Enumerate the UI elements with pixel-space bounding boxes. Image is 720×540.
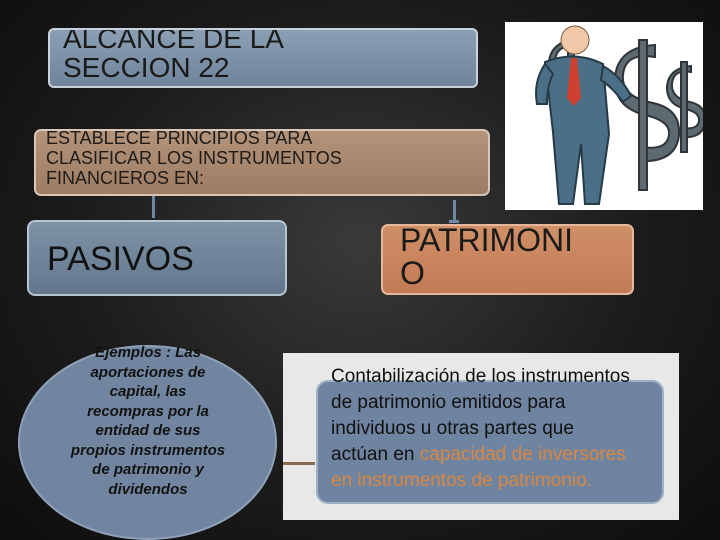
- principles-text: ESTABLECE PRINCIPIOS PARA CLASIFICAR LOS INSTRUMENTOS FINANCIEROS EN:: [46, 129, 342, 188]
- patrimonio-box: [381, 224, 634, 295]
- patrimonio-label: PATRIMONI O: [400, 224, 574, 291]
- section-title-box: [48, 28, 478, 88]
- contabilizacion-text-highlight: capacidad de inversores en instrumentos de patrimonio.: [331, 444, 626, 491]
- section-title: ALCANCE DE LA SECCION 22: [63, 28, 284, 83]
- connector-right-tip: [449, 220, 459, 223]
- pasivos-label: PASIVOS: [47, 240, 194, 278]
- connector-right: [453, 200, 456, 222]
- divider-line: [283, 462, 315, 465]
- businessman-with-dollar-signs-icon: [505, 22, 703, 210]
- illustration-panel: [505, 22, 703, 210]
- contabilizacion-text-main: Contabilización de los instrumentos de patrimonio emitidos para individuos u otras partes que actúan en: [331, 366, 630, 465]
- connector-left: [152, 196, 155, 218]
- principles-box: [34, 129, 490, 196]
- examples-text: Ejemplos : Las aportaciones de capital, las recompras por la entidad de sus propios instrumentos de patrimonio y dividendos: [70, 344, 226, 498]
- contabilizacion-text: [331, 364, 631, 494]
- pasivos-box: [27, 220, 287, 296]
